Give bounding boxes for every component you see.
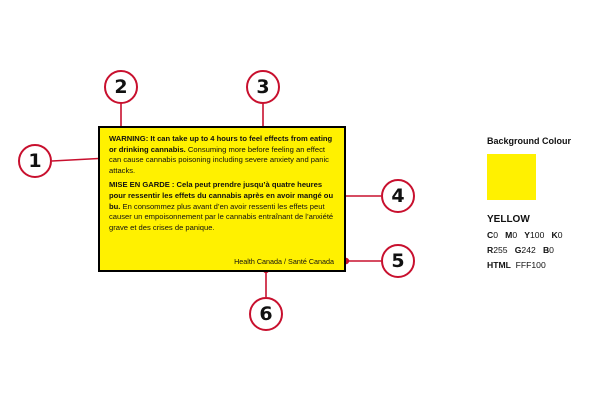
html-value: HTML FFF100 xyxy=(487,260,546,270)
legend-title: Background Colour xyxy=(487,136,572,146)
label-footer: Health Canada / Santé Canada xyxy=(234,257,334,266)
callout-2: 2 xyxy=(104,70,138,104)
callout-3: 3 xyxy=(246,70,280,104)
english-warning-heading: WARNING: It can take up to 4 hours to feel effects from eating or drinking cannabis. xyxy=(109,134,333,154)
french-warning-body: En consommez plus avant d’en avoir ressenti les effets peut causer un empoisonnement par le cannabis entraînant de l’anxiété grave et des crises de panique. xyxy=(109,201,334,232)
french-warning xyxy=(109,180,336,233)
color-swatch xyxy=(487,154,536,200)
color-name: YELLOW xyxy=(487,214,530,225)
cmyk-values: C0 M0 Y100 K0 xyxy=(487,230,563,240)
rgb-values: R255 G242 B0 xyxy=(487,245,554,255)
english-warning xyxy=(109,134,336,176)
warning-label xyxy=(98,126,346,272)
english-warning-body: Consuming more before feeling an effect can cause cannabis poisoning including severe anxiety and panic attacks. xyxy=(109,144,329,175)
french-warning-heading: MISE EN GARDE : Cela peut prendre jusqu’à quatre heures pour ressentir les effets du cannabis après en avoir mangé ou bu. xyxy=(109,180,334,211)
callout-1: 1 xyxy=(18,144,52,178)
callout-4: 4 xyxy=(381,179,415,213)
callout-6: 6 xyxy=(249,297,283,331)
color-legend xyxy=(487,136,597,270)
callout-5: 5 xyxy=(381,244,415,278)
